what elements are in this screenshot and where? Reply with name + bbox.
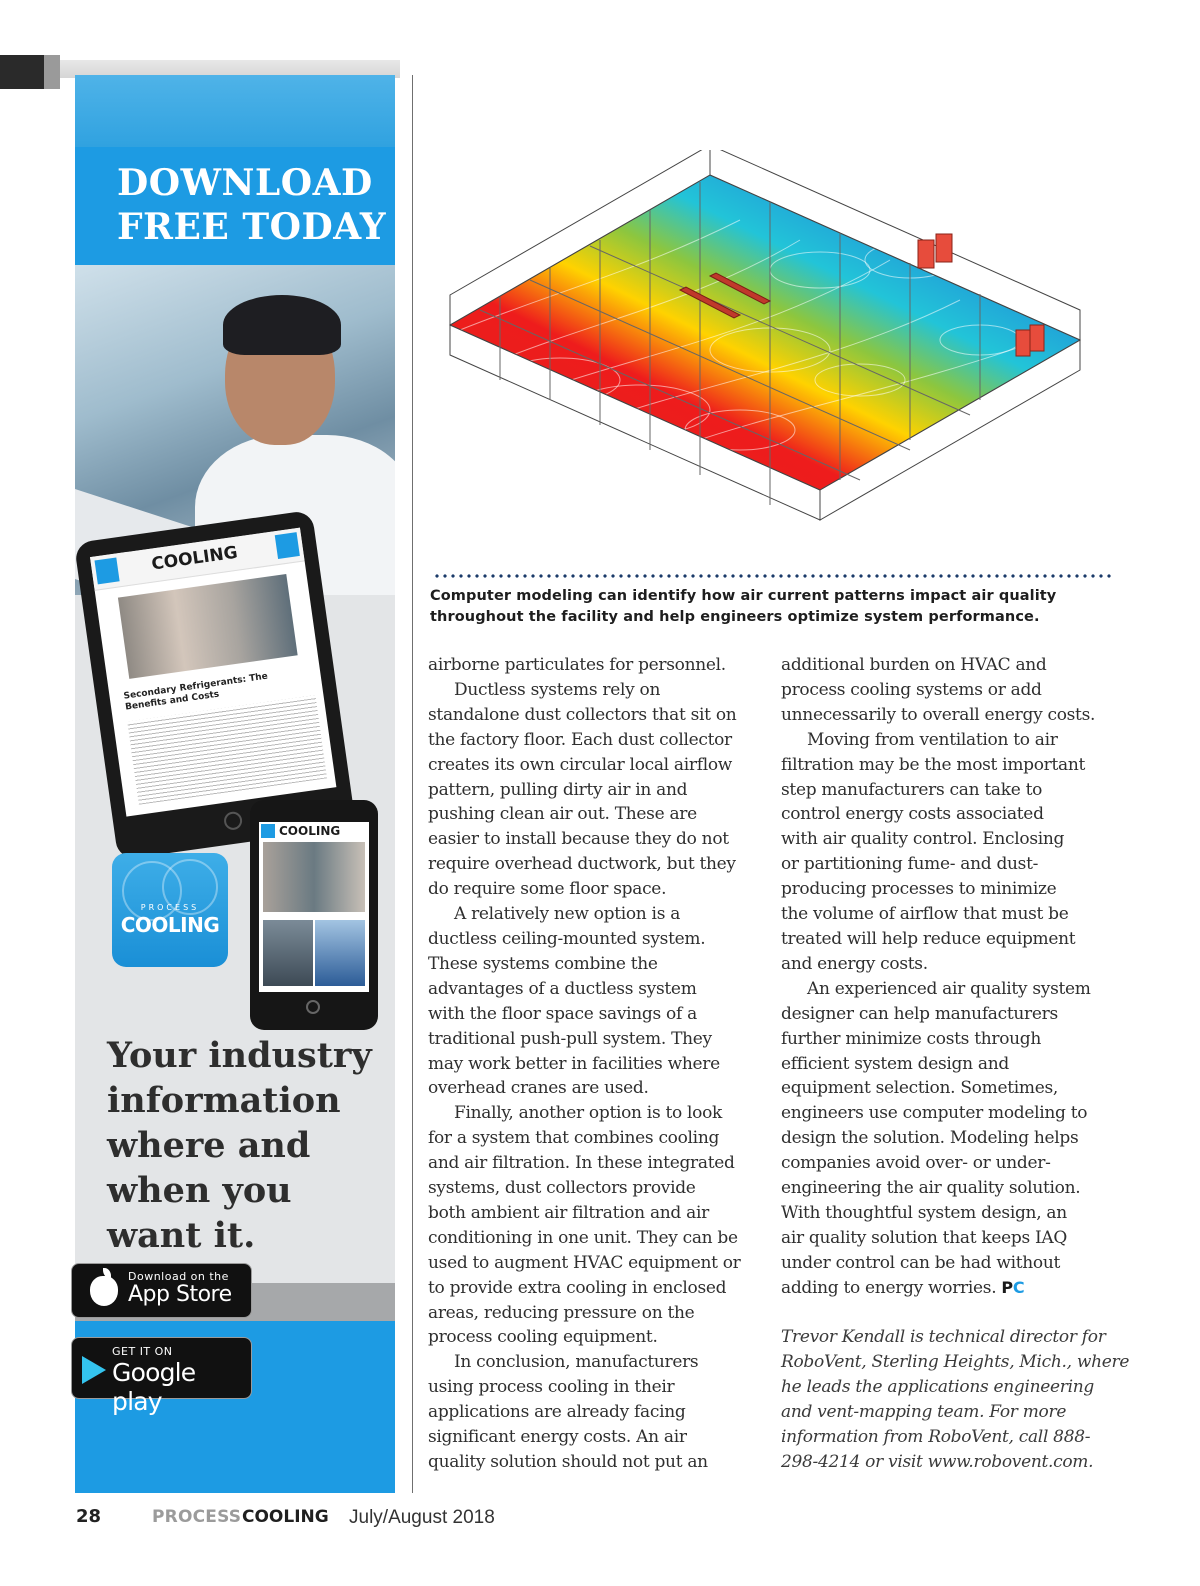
phone-thumb-1	[263, 920, 313, 986]
article-line: process cooling systems or add	[781, 679, 1042, 700]
article-line: quality solution should not put an	[428, 1452, 708, 1472]
tablet-logo: COOLING	[150, 542, 239, 575]
article-line: systems, dust collectors provide	[428, 1178, 696, 1199]
google-play-button[interactable]	[71, 1337, 252, 1416]
article-line: pattern, pulling dirty air in and	[428, 779, 688, 800]
article-line: With thoughtful system design, an	[781, 1202, 1067, 1223]
article-line: for a system that combines cooling	[428, 1128, 720, 1149]
footer-brand-cooling: COOLING	[242, 1507, 329, 1527]
article-line: A relatively new option is a	[454, 904, 681, 925]
article-line: airborne particulates for personnel.	[428, 655, 726, 675]
article-line: the volume of airflow that must be	[781, 904, 1069, 925]
article-line: used to augment HVAC equipment or	[428, 1252, 741, 1273]
article-line: or partitioning fume- and dust-	[781, 854, 1039, 875]
article-line: producing processes to minimize	[781, 879, 1057, 900]
ad-top-strip	[75, 75, 395, 147]
article-line: require overhead ductwork, but they	[428, 854, 736, 875]
bio-line: RoboVent, Sterling Heights, Mich., where	[781, 1352, 1130, 1373]
article-line: pushing clean air out. These are	[428, 804, 697, 825]
caption-dotted-rule	[433, 573, 1113, 579]
article-line: easier to install because they do not	[428, 829, 729, 850]
menu-icon	[261, 824, 275, 838]
end-mark-c: C	[1012, 1277, 1025, 1297]
google-play-label: Google play	[112, 1358, 196, 1416]
bio-line: and vent-mapping team. For more	[781, 1402, 1067, 1423]
back-arrow-icon	[95, 557, 120, 584]
tagline-line: want it.	[107, 1215, 256, 1256]
article-line: Finally, another option is to look	[454, 1103, 723, 1124]
article-line: advantages of a ductless system	[428, 978, 697, 999]
ad-banner-line-1: DOWNLOAD	[117, 162, 373, 204]
tablet-article-text	[127, 695, 327, 805]
article-line: additional burden on HVAC and	[781, 655, 1047, 675]
article-line: creates its own circular local airflow	[428, 754, 733, 775]
tagline-line: information	[107, 1080, 341, 1121]
article-line: to provide extra cooling in enclosed	[428, 1277, 727, 1298]
share-icon	[275, 532, 300, 559]
footer-brand-process: PROCESS	[152, 1507, 242, 1527]
article-line: with the floor space savings of a	[428, 1003, 697, 1024]
article-line: the factory floor. Each dust collector	[428, 729, 732, 750]
article-line: and energy costs.	[781, 953, 928, 974]
article-line: In conclusion, manufacturers	[454, 1352, 699, 1373]
tagline-line: when you	[107, 1170, 292, 1211]
google-play-icon	[82, 1356, 106, 1384]
article-line: filtration may be the most important	[781, 754, 1086, 775]
article-line: control energy costs associated	[781, 804, 1044, 825]
article-line: ductless ceiling-mounted system.	[428, 928, 706, 949]
phone-home-button-icon	[306, 1000, 320, 1014]
article-line: air quality solution that keeps IAQ	[781, 1227, 1067, 1248]
ad-tagline	[107, 1033, 387, 1258]
footer-issue-date: July/August 2018	[349, 1507, 495, 1528]
article-line: further minimize costs through	[781, 1028, 1042, 1049]
corner-mark	[0, 55, 44, 89]
article-line: areas, reducing pressure on the	[428, 1302, 695, 1323]
article-line: significant energy costs. An air	[428, 1427, 687, 1448]
article-line: design the solution. Modeling helps	[781, 1128, 1079, 1149]
app-icon-process: PROCESS	[140, 903, 200, 912]
google-play-small-label: GET IT ON	[112, 1345, 173, 1358]
end-mark	[1001, 1278, 1024, 1297]
article-column-left	[428, 653, 758, 1475]
tagline-line: Your industry	[107, 1035, 372, 1076]
article-last-line	[781, 1276, 1111, 1301]
article-line: overhead cranes are used.	[428, 1078, 649, 1099]
article-line: standalone dust collectors that sit on	[428, 704, 737, 725]
end-mark-p: P	[1001, 1277, 1013, 1297]
figure-caption: Computer modeling can identify how air current patterns impact air quality throughout the facility and help engineers optimize system performance.	[430, 588, 1057, 625]
airflow-model-figure	[440, 150, 1112, 570]
article-line: both ambient air filtration and air	[428, 1202, 709, 1223]
article-column-right	[781, 653, 1130, 1475]
article-line: unnecessarily to overall energy costs.	[781, 704, 1096, 725]
apple-icon	[90, 1276, 118, 1306]
bio-line: he leads the applications engineering	[781, 1377, 1095, 1398]
article-line: engineers use computer modeling to	[781, 1103, 1088, 1124]
phone-thumb-2	[315, 920, 365, 986]
article-line: do require some floor space.	[428, 879, 667, 900]
phone-mockup	[250, 800, 378, 1030]
article-line: An experienced air quality system	[807, 978, 1091, 999]
article-line: engineering the air quality solution.	[781, 1178, 1081, 1199]
app-icon-cooling: COOLING	[120, 913, 220, 937]
app-store-button[interactable]	[71, 1263, 252, 1318]
process-cooling-app-icon	[112, 853, 228, 967]
article-line: process cooling equipment.	[428, 1327, 658, 1348]
article-line: traditional push-pull system. They	[428, 1028, 712, 1049]
phone-logo: COOLING	[279, 824, 341, 838]
ad-download-banner	[75, 147, 395, 265]
article-line: and air filtration. In these integrated	[428, 1153, 735, 1174]
article-line: under control can be had without	[781, 1252, 1061, 1273]
author-bio	[781, 1325, 1130, 1474]
article-line: using process cooling in their	[428, 1377, 675, 1398]
bio-line: 298-4214 or visit www.robovent.com.	[781, 1451, 1094, 1472]
article-line: conditioning in one unit. They can be	[428, 1227, 738, 1248]
article-line: These systems combine the	[428, 953, 658, 974]
article-line: with air quality control. Enclosing	[781, 829, 1065, 850]
tablet-article-title: Secondary Refrigerants: The Benefits and Costs	[123, 671, 269, 713]
article-line: Ductless systems rely on	[454, 679, 661, 700]
last-line-text: adding to energy worries.	[781, 1277, 997, 1298]
page-number: 28	[76, 1506, 102, 1527]
app-store-small-label: Download on the	[128, 1270, 229, 1283]
article-line: Moving from ventilation to air	[807, 729, 1058, 750]
bio-line: information from RoboVent, call 888-	[781, 1427, 1091, 1448]
article-line: equipment selection. Sometimes,	[781, 1078, 1058, 1099]
home-button-icon	[223, 811, 243, 831]
article-line: designer can help manufacturers	[781, 1003, 1058, 1024]
ad-banner-line-2: FREE TODAY	[117, 206, 387, 248]
column-divider	[412, 75, 413, 1493]
article-line: treated will help reduce equipment	[781, 928, 1076, 949]
article-line: companies avoid over- or under-	[781, 1153, 1051, 1174]
tagline-line: where and	[107, 1125, 311, 1166]
article-line: efficient system design and	[781, 1053, 1009, 1074]
tablet-article-image	[118, 574, 298, 679]
article-line: applications are already facing	[428, 1402, 686, 1423]
article-line: step manufacturers can take to	[781, 779, 1043, 800]
corner-mark-gray	[44, 55, 60, 89]
bio-line: Trevor Kendall is technical director for	[781, 1327, 1106, 1348]
phone-article-image	[263, 842, 365, 912]
article-line: may work better in facilities where	[428, 1053, 720, 1074]
app-store-label: App Store	[128, 1282, 232, 1307]
